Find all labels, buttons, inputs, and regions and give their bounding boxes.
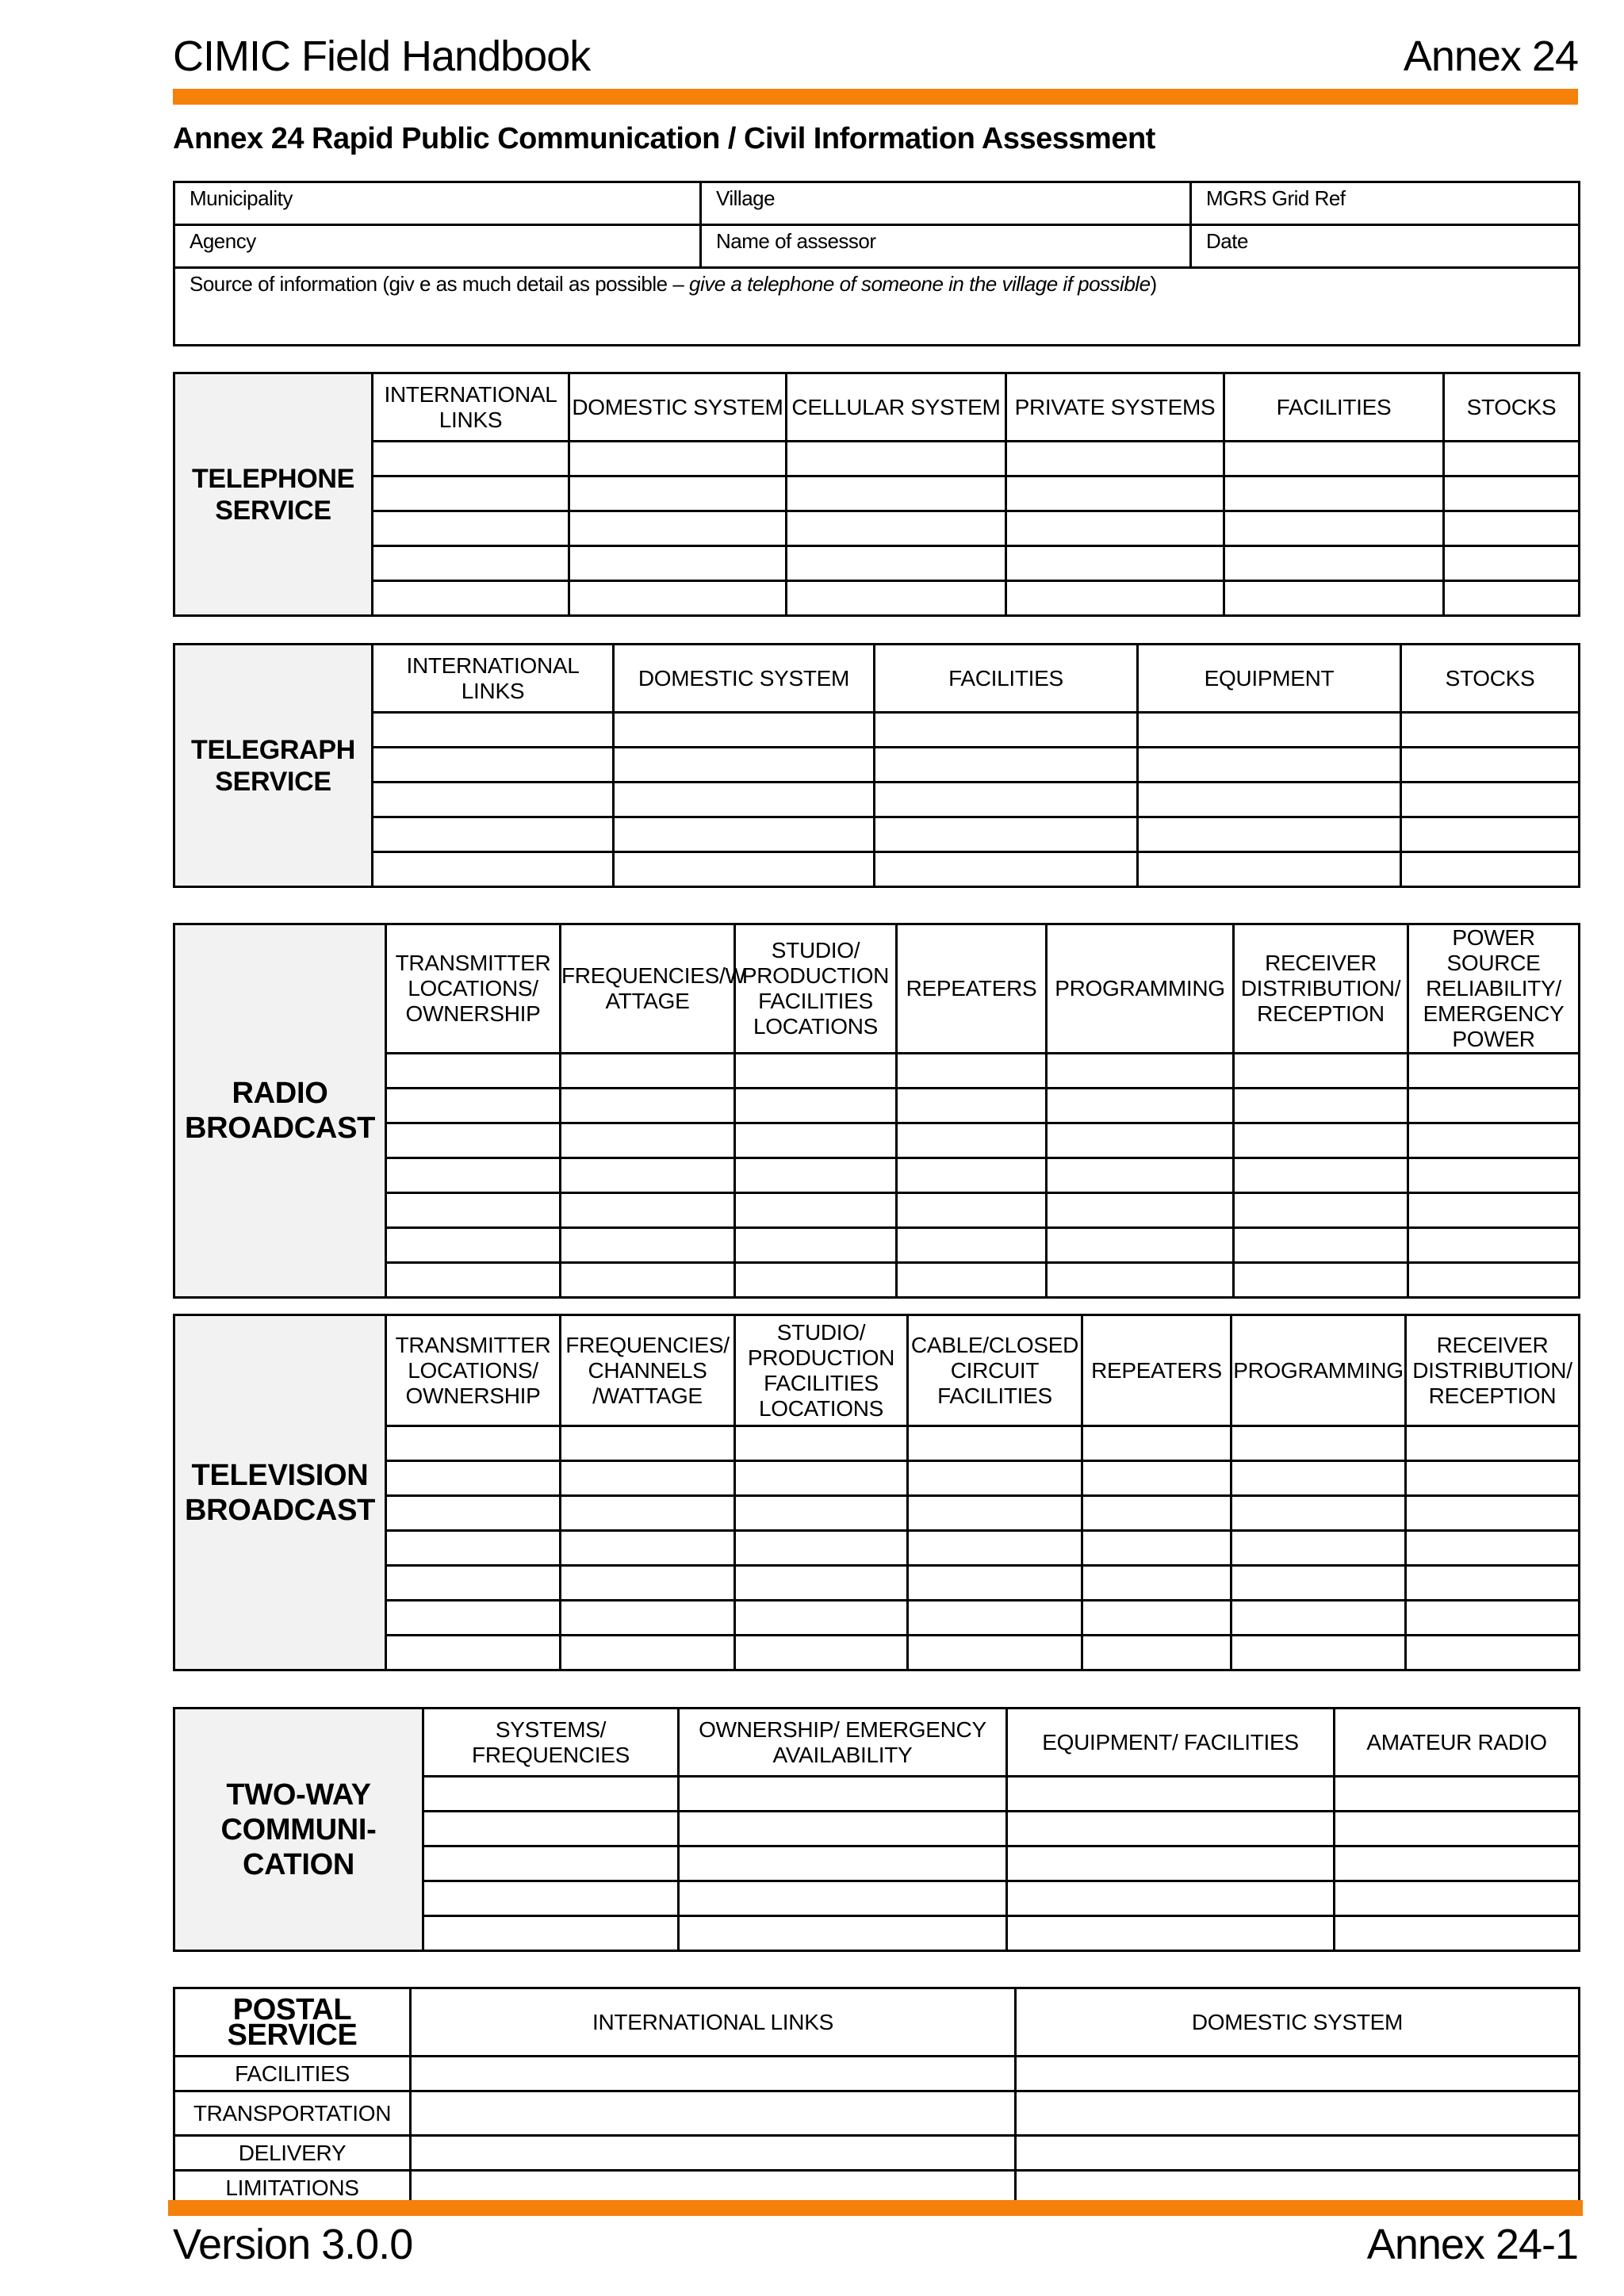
input-cell[interactable] [1408,1089,1580,1123]
table-row [174,748,1580,783]
input-cell[interactable] [1234,1054,1408,1089]
postal-table [173,1987,1580,2206]
two-way-table [173,1707,1580,1952]
table-row [174,2091,1580,2136]
input-cell[interactable] [373,442,569,476]
input-cell[interactable] [735,1601,908,1636]
row-label: LIMITATIONS [174,2171,411,2206]
table-row [174,783,1580,817]
input-cell[interactable] [735,1461,908,1496]
input-cell[interactable] [875,783,1138,817]
column-header: POWER SOURCE RELIABILITY/ EMERGENCY POWER [1408,924,1580,1054]
input-cell[interactable] [386,1123,561,1158]
input-cell[interactable] [1231,1636,1406,1670]
input-cell[interactable] [1082,1426,1231,1461]
input-cell[interactable] [1016,2091,1580,2136]
table-row [174,2136,1580,2171]
input-cell[interactable] [679,1881,1007,1916]
input-cell[interactable] [679,1777,1007,1812]
telegraph-service-label: TELEGRAPH SERVICE [174,645,373,887]
input-cell[interactable] [1138,817,1401,852]
input-cell[interactable] [1406,1636,1580,1670]
input-cell[interactable] [1401,852,1580,887]
input-cell[interactable] [1006,581,1224,616]
input-cell[interactable] [735,1496,908,1531]
input-cell[interactable] [735,1426,908,1461]
input-cell[interactable] [897,1193,1047,1228]
input-cell[interactable] [1444,476,1580,511]
column-header: EQUIPMENT [1138,645,1401,713]
input-cell[interactable] [1224,546,1444,581]
input-cell[interactable] [423,1846,679,1881]
input-cell[interactable] [908,1426,1082,1461]
input-cell[interactable] [1234,1228,1408,1263]
input-cell[interactable] [1047,1158,1234,1193]
input-cell[interactable] [569,511,787,546]
input-cell[interactable] [386,1601,561,1636]
column-header: FREQUENCIES/W ATTAGE [561,924,735,1054]
input-cell[interactable] [897,1089,1047,1123]
input-cell[interactable] [386,1461,561,1496]
input-cell[interactable] [1231,1426,1406,1461]
input-cell[interactable] [1231,1531,1406,1566]
table-row [174,476,1580,511]
input-cell[interactable] [1082,1636,1231,1670]
input-cell[interactable] [561,1158,735,1193]
input-cell[interactable] [1224,581,1444,616]
input-cell[interactable] [373,713,614,748]
column-header: EQUIPMENT/ FACILITIES [1007,1709,1335,1777]
input-cell[interactable] [386,1054,561,1089]
page-number: Annex 24-1 [1366,2221,1578,2268]
input-cell[interactable] [569,442,787,476]
input-cell[interactable] [1138,748,1401,783]
input-cell[interactable] [373,546,569,581]
input-cell[interactable] [561,1193,735,1228]
input-cell[interactable] [561,1531,735,1566]
input-cell[interactable] [875,748,1138,783]
input-cell[interactable] [1401,713,1580,748]
input-cell[interactable] [614,852,875,887]
table-row [174,546,1580,581]
agency-field[interactable]: Agency [174,225,701,268]
header-title: CIMIC Field Handbook [173,33,591,80]
input-cell[interactable] [569,546,787,581]
input-cell[interactable] [1335,1777,1580,1812]
input-cell[interactable] [386,1531,561,1566]
column-header: STUDIO/ PRODUCTION FACILITIES LOCATIONS [735,1315,908,1426]
input-cell[interactable] [386,1263,561,1298]
input-cell[interactable] [1007,1777,1335,1812]
input-cell[interactable] [1007,1812,1335,1846]
input-cell[interactable] [1234,1089,1408,1123]
input-cell[interactable] [386,1426,561,1461]
input-cell[interactable] [386,1158,561,1193]
input-cell[interactable] [1007,1881,1335,1916]
table-row [174,852,1580,887]
input-cell[interactable] [1406,1461,1580,1496]
table-row [174,2057,1580,2091]
column-header: INTERNATIONAL LINKS [373,373,569,442]
page-title: Annex 24 Rapid Public Communication / Civil Information Assessment [173,122,1155,155]
table-row [174,713,1580,748]
input-cell[interactable] [561,1566,735,1601]
input-cell[interactable] [735,1193,897,1228]
input-cell[interactable] [614,713,875,748]
input-cell[interactable] [1234,1158,1408,1193]
municipality-field[interactable]: Municipality [174,182,701,225]
input-cell[interactable] [897,1228,1047,1263]
telephone-table [173,372,1580,617]
input-cell[interactable] [1444,581,1580,616]
radio-broadcast-label: RADIO BROADCAST [174,924,386,1298]
input-cell[interactable] [411,2136,1016,2171]
input-cell[interactable] [386,1193,561,1228]
input-cell[interactable] [423,1916,679,1951]
input-cell[interactable] [423,1777,679,1812]
column-header: DOMESTIC SYSTEM [614,645,875,713]
input-cell[interactable] [735,1531,908,1566]
input-cell[interactable] [561,1426,735,1461]
input-cell[interactable] [1231,1566,1406,1601]
input-cell[interactable] [908,1531,1082,1566]
input-cell[interactable] [411,2057,1016,2091]
input-cell[interactable] [1335,1846,1580,1881]
input-cell[interactable] [735,1566,908,1601]
input-cell[interactable] [875,817,1138,852]
input-cell[interactable] [679,1916,1007,1951]
input-cell[interactable] [1006,442,1224,476]
input-cell[interactable] [908,1461,1082,1496]
column-header: CELLULAR SYSTEM [787,373,1006,442]
column-header: REPEATERS [1082,1315,1231,1426]
input-cell[interactable] [1047,1054,1234,1089]
input-cell[interactable] [1047,1263,1234,1298]
input-cell[interactable] [735,1158,897,1193]
column-header: STOCKS [1444,373,1580,442]
input-cell[interactable] [561,1054,735,1089]
input-cell[interactable] [679,1812,1007,1846]
input-cell[interactable] [1231,1496,1406,1531]
column-header: REPEATERS [897,924,1047,1054]
input-cell[interactable] [897,1054,1047,1089]
input-cell[interactable] [787,546,1006,581]
input-cell[interactable] [1406,1566,1580,1601]
column-header: SYSTEMS/ FREQUENCIES [423,1709,679,1777]
input-cell[interactable] [908,1601,1082,1636]
input-cell[interactable] [411,2091,1016,2136]
input-cell[interactable] [897,1263,1047,1298]
input-cell[interactable] [386,1636,561,1670]
input-cell[interactable] [1444,511,1580,546]
column-header: FACILITIES [1224,373,1444,442]
input-cell[interactable] [373,852,614,887]
input-cell[interactable] [1224,511,1444,546]
input-cell[interactable] [561,1601,735,1636]
input-cell[interactable] [561,1263,735,1298]
input-cell[interactable] [908,1496,1082,1531]
input-cell[interactable] [787,442,1006,476]
input-cell[interactable] [386,1566,561,1601]
input-cell[interactable] [614,817,875,852]
input-cell[interactable] [1224,442,1444,476]
television-broadcast-label: TELEVISION BROADCAST [174,1315,386,1670]
input-cell[interactable] [373,783,614,817]
input-cell[interactable] [787,581,1006,616]
column-header: RECEIVER DISTRIBUTION/ RECEPTION [1406,1315,1580,1426]
input-cell[interactable] [735,1636,908,1670]
input-cell[interactable] [1401,783,1580,817]
input-cell[interactable] [373,748,614,783]
input-cell[interactable] [1138,783,1401,817]
assessor-field[interactable]: Name of assessor [701,225,1191,268]
input-cell[interactable] [735,1263,897,1298]
input-cell[interactable] [561,1461,735,1496]
input-cell[interactable] [373,476,569,511]
row-label: FACILITIES [174,2057,411,2091]
input-cell[interactable] [1408,1054,1580,1089]
input-cell[interactable] [1406,1496,1580,1531]
input-cell[interactable] [1047,1193,1234,1228]
column-header: STOCKS [1401,645,1580,713]
footer-rule [168,2200,1583,2216]
input-cell[interactable] [1231,1601,1406,1636]
input-cell[interactable] [569,476,787,511]
input-cell[interactable] [373,817,614,852]
telegraph-table [173,643,1580,888]
input-cell[interactable] [735,1089,897,1123]
input-cell[interactable] [1082,1566,1231,1601]
input-cell[interactable] [386,1089,561,1123]
input-cell[interactable] [1006,476,1224,511]
input-cell[interactable] [679,1846,1007,1881]
input-cell[interactable] [1444,546,1580,581]
input-cell[interactable] [875,852,1138,887]
grid-ref-field[interactable]: MGRS Grid Ref [1191,182,1580,225]
input-cell[interactable] [561,1123,735,1158]
input-cell[interactable] [423,1812,679,1846]
column-header: TRANSMITTER LOCATIONS/ OWNERSHIP [386,924,561,1054]
row-label: DELIVERY [174,2136,411,2171]
radio-table [173,923,1580,1299]
input-cell[interactable] [1408,1123,1580,1158]
input-cell[interactable] [1082,1496,1231,1531]
input-cell[interactable] [386,1228,561,1263]
table-row [174,817,1580,852]
column-header: INTERNATIONAL LINKS [373,645,614,713]
input-cell[interactable] [1082,1601,1231,1636]
input-cell[interactable] [1047,1089,1234,1123]
input-cell[interactable] [373,581,569,616]
television-table [173,1314,1580,1671]
input-cell[interactable] [614,783,875,817]
input-cell[interactable] [1047,1123,1234,1158]
input-cell[interactable] [1138,852,1401,887]
input-cell[interactable] [1335,1881,1580,1916]
input-cell[interactable] [1006,511,1224,546]
input-cell[interactable] [1408,1158,1580,1193]
telephone-service-label: TELEPHONE SERVICE [174,373,373,616]
input-cell[interactable] [735,1054,897,1089]
input-cell[interactable] [1401,817,1580,852]
input-cell[interactable] [1224,476,1444,511]
postal-service-label: POSTAL SERVICE [174,1988,411,2057]
input-cell[interactable] [373,511,569,546]
village-field[interactable]: Village [701,182,1191,225]
input-cell[interactable] [1408,1263,1580,1298]
header-rule [173,89,1578,105]
input-cell[interactable] [1444,442,1580,476]
header-annex: Annex 24 [1403,33,1578,80]
input-cell[interactable] [735,1123,897,1158]
input-cell[interactable] [561,1228,735,1263]
input-cell[interactable] [1406,1531,1580,1566]
input-cell[interactable] [897,1123,1047,1158]
column-header: PRIVATE SYSTEMS [1006,373,1224,442]
input-cell[interactable] [569,581,787,616]
input-cell[interactable] [1007,1916,1335,1951]
input-cell[interactable] [908,1636,1082,1670]
input-cell[interactable] [386,1496,561,1531]
version-label: Version 3.0.0 [173,2221,413,2268]
input-cell[interactable] [1234,1123,1408,1158]
column-header: FREQUENCIES/ CHANNELS /WATTAGE [561,1315,735,1426]
input-cell[interactable] [1082,1461,1231,1496]
column-header: DOMESTIC SYSTEM [1016,1988,1580,2057]
date-field[interactable]: Date [1191,225,1580,268]
input-cell[interactable] [1231,1461,1406,1496]
column-header: STUDIO/ PRODUCTION FACILITIES LOCATIONS [735,924,897,1054]
input-cell[interactable] [561,1496,735,1531]
column-header: DOMESTIC SYSTEM [569,373,787,442]
input-cell[interactable] [1406,1601,1580,1636]
input-cell[interactable] [1335,1812,1580,1846]
input-cell[interactable] [1047,1228,1234,1263]
column-header: OWNERSHIP/ EMERGENCY AVAILABILITY [679,1709,1007,1777]
column-header: AMATEUR RADIO [1335,1709,1580,1777]
table-row [174,511,1580,546]
column-header: CABLE/CLOSED CIRCUIT FACILITIES [908,1315,1082,1426]
column-header: PROGRAMMING [1231,1315,1406,1426]
table-row [174,581,1580,616]
column-header: RECEIVER DISTRIBUTION/ RECEPTION [1234,924,1408,1054]
column-header: TRANSMITTER LOCATIONS/ OWNERSHIP [386,1315,561,1426]
input-cell[interactable] [1408,1193,1580,1228]
input-cell[interactable] [1234,1193,1408,1228]
column-header: INTERNATIONAL LINKS [411,1988,1016,2057]
input-cell[interactable] [787,476,1006,511]
input-cell[interactable] [787,511,1006,546]
input-cell[interactable] [561,1089,735,1123]
input-cell[interactable] [897,1158,1047,1193]
input-cell[interactable] [614,748,875,783]
source-field[interactable]: Source of information (giv e as much detail as possible – give a telephone of someone in the village if possible) [174,268,1580,346]
input-cell[interactable] [735,1228,897,1263]
input-cell[interactable] [1408,1228,1580,1263]
input-cell[interactable] [1016,2057,1580,2091]
row-label: TRANSPORTATION [174,2091,411,2136]
input-cell[interactable] [561,1636,735,1670]
input-cell[interactable] [1016,2136,1580,2171]
input-cell[interactable] [908,1566,1082,1601]
input-cell[interactable] [1234,1263,1408,1298]
column-header: PROGRAMMING [1047,924,1234,1054]
input-cell[interactable] [1406,1426,1580,1461]
input-cell[interactable] [1335,1916,1580,1951]
info-table [173,181,1580,346]
input-cell[interactable] [875,713,1138,748]
input-cell[interactable] [1138,713,1401,748]
input-cell[interactable] [1401,748,1580,783]
two-way-communication-label: TWO-WAY COMMUNI-CATION [174,1709,423,1951]
input-cell[interactable] [1082,1531,1231,1566]
table-row [174,442,1580,476]
input-cell[interactable] [1006,546,1224,581]
input-cell[interactable] [1007,1846,1335,1881]
input-cell[interactable] [423,1881,679,1916]
column-header: FACILITIES [875,645,1138,713]
